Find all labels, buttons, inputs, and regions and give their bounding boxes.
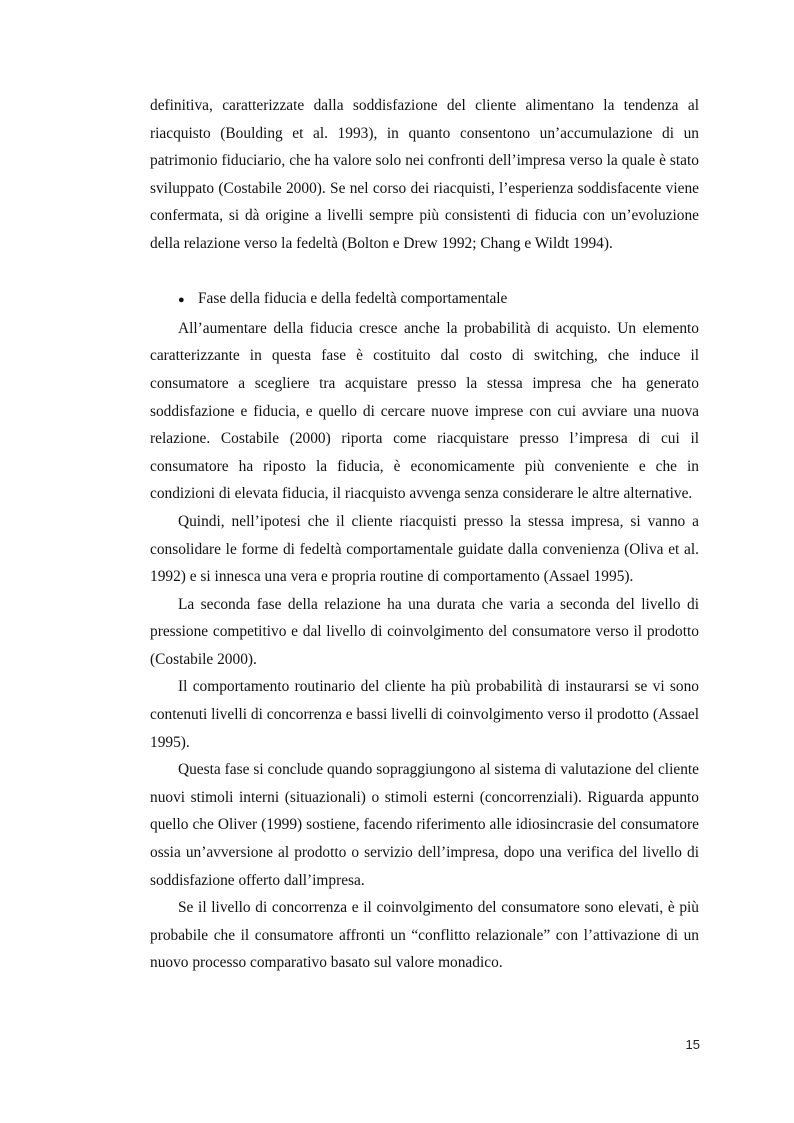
- bullet-icon: ●: [178, 294, 185, 307]
- paragraph-7: Se il livello di concorrenza e il coinvolgimento del consumatore sono elevati, è più probabile che il consumatore affronti un “conflitto relazionale” con l’attivazione di un nuovo processo comparativo basato sul valore monadico.: [150, 899, 699, 972]
- paragraph-6: Questa fase si conclude quando sopraggiungono al sistema di valutazione del cliente nuovi stimoli interni (situazionali) o stimoli esterni (concorrenziali). Riguarda appunto quello che Oliver (1999) sostiene, facendo riferimento alle idiosincrasie del consumatore ossia un’avversione al prodotto o servizio dell’impresa, dopo una verifica del livello di soddisfazione offerto dall’impresa.: [150, 761, 699, 889]
- bullet-item: [150, 285, 699, 315]
- document-page: [150, 92, 699, 977]
- paragraph-2: All’aumentare della fiducia cresce anche la probabilità di acquisto. Un elemento caratterizzante in questa fase è costituito dal costo di switching, che induce il consumatore a scegliere tra acquistare presso la stessa impresa che ha generato soddisfazione e fiducia, e quello di cercare nuove imprese con cui avviare una nuova relazione. Costabile (2000) riporta come riacquistare presso l’impresa di cui il consumatore ha riposto la fiducia, è economicamente più conveniente e che in condizioni di elevata fiducia, il riacquisto avvenga senza considerare le altre alternative.: [150, 319, 699, 503]
- paragraph-spacer: [150, 258, 699, 286]
- paragraph-5: Il comportamento routinario del cliente ha più probabilità di instaurarsi se vi sono contenuti livelli di concorrenza e bassi livelli di coinvolgimento verso il prodotto (Assael 1995).: [150, 678, 699, 751]
- paragraph-3: Quindi, nell’ipotesi che il cliente riacquisti presso la stessa impresa, si vanno a consolidare le forme di fedeltà comportamentale guidate dalla convenienza (Oliva et al. 1992) e si innesca una vera e propria routine di comportamento (Assael 1995).: [150, 512, 699, 586]
- bullet-text: Fase della fiducia e della fedeltà comportamentale: [198, 290, 508, 308]
- page-number: 15: [685, 1037, 700, 1052]
- paragraph-1: definitiva, caratterizzate dalla soddisfazione del cliente alimentano la tendenza al riacquisto (Boulding et al. 1993), in quanto consentono un’accumulazione di un patrimonio fiduciario, che ha valore solo nei confronti dell’impresa verso la quale è stato sviluppato (Costabile 2000). Se nel corso dei riacquisti, l’esperienza soddisfacente viene confermata, si dà origine a livelli sempre più consistenti di fiducia con un’evoluzione della relazione verso la fedeltà (Bolton e Drew 1992; Chang e Wildt 1994).: [150, 97, 699, 252]
- paragraph-4: La seconda fase della relazione ha una durata che varia a seconda del livello di pressione competitivo e dal livello di coinvolgimento del consumatore verso il prodotto (Costabile 2000).: [150, 595, 699, 668]
